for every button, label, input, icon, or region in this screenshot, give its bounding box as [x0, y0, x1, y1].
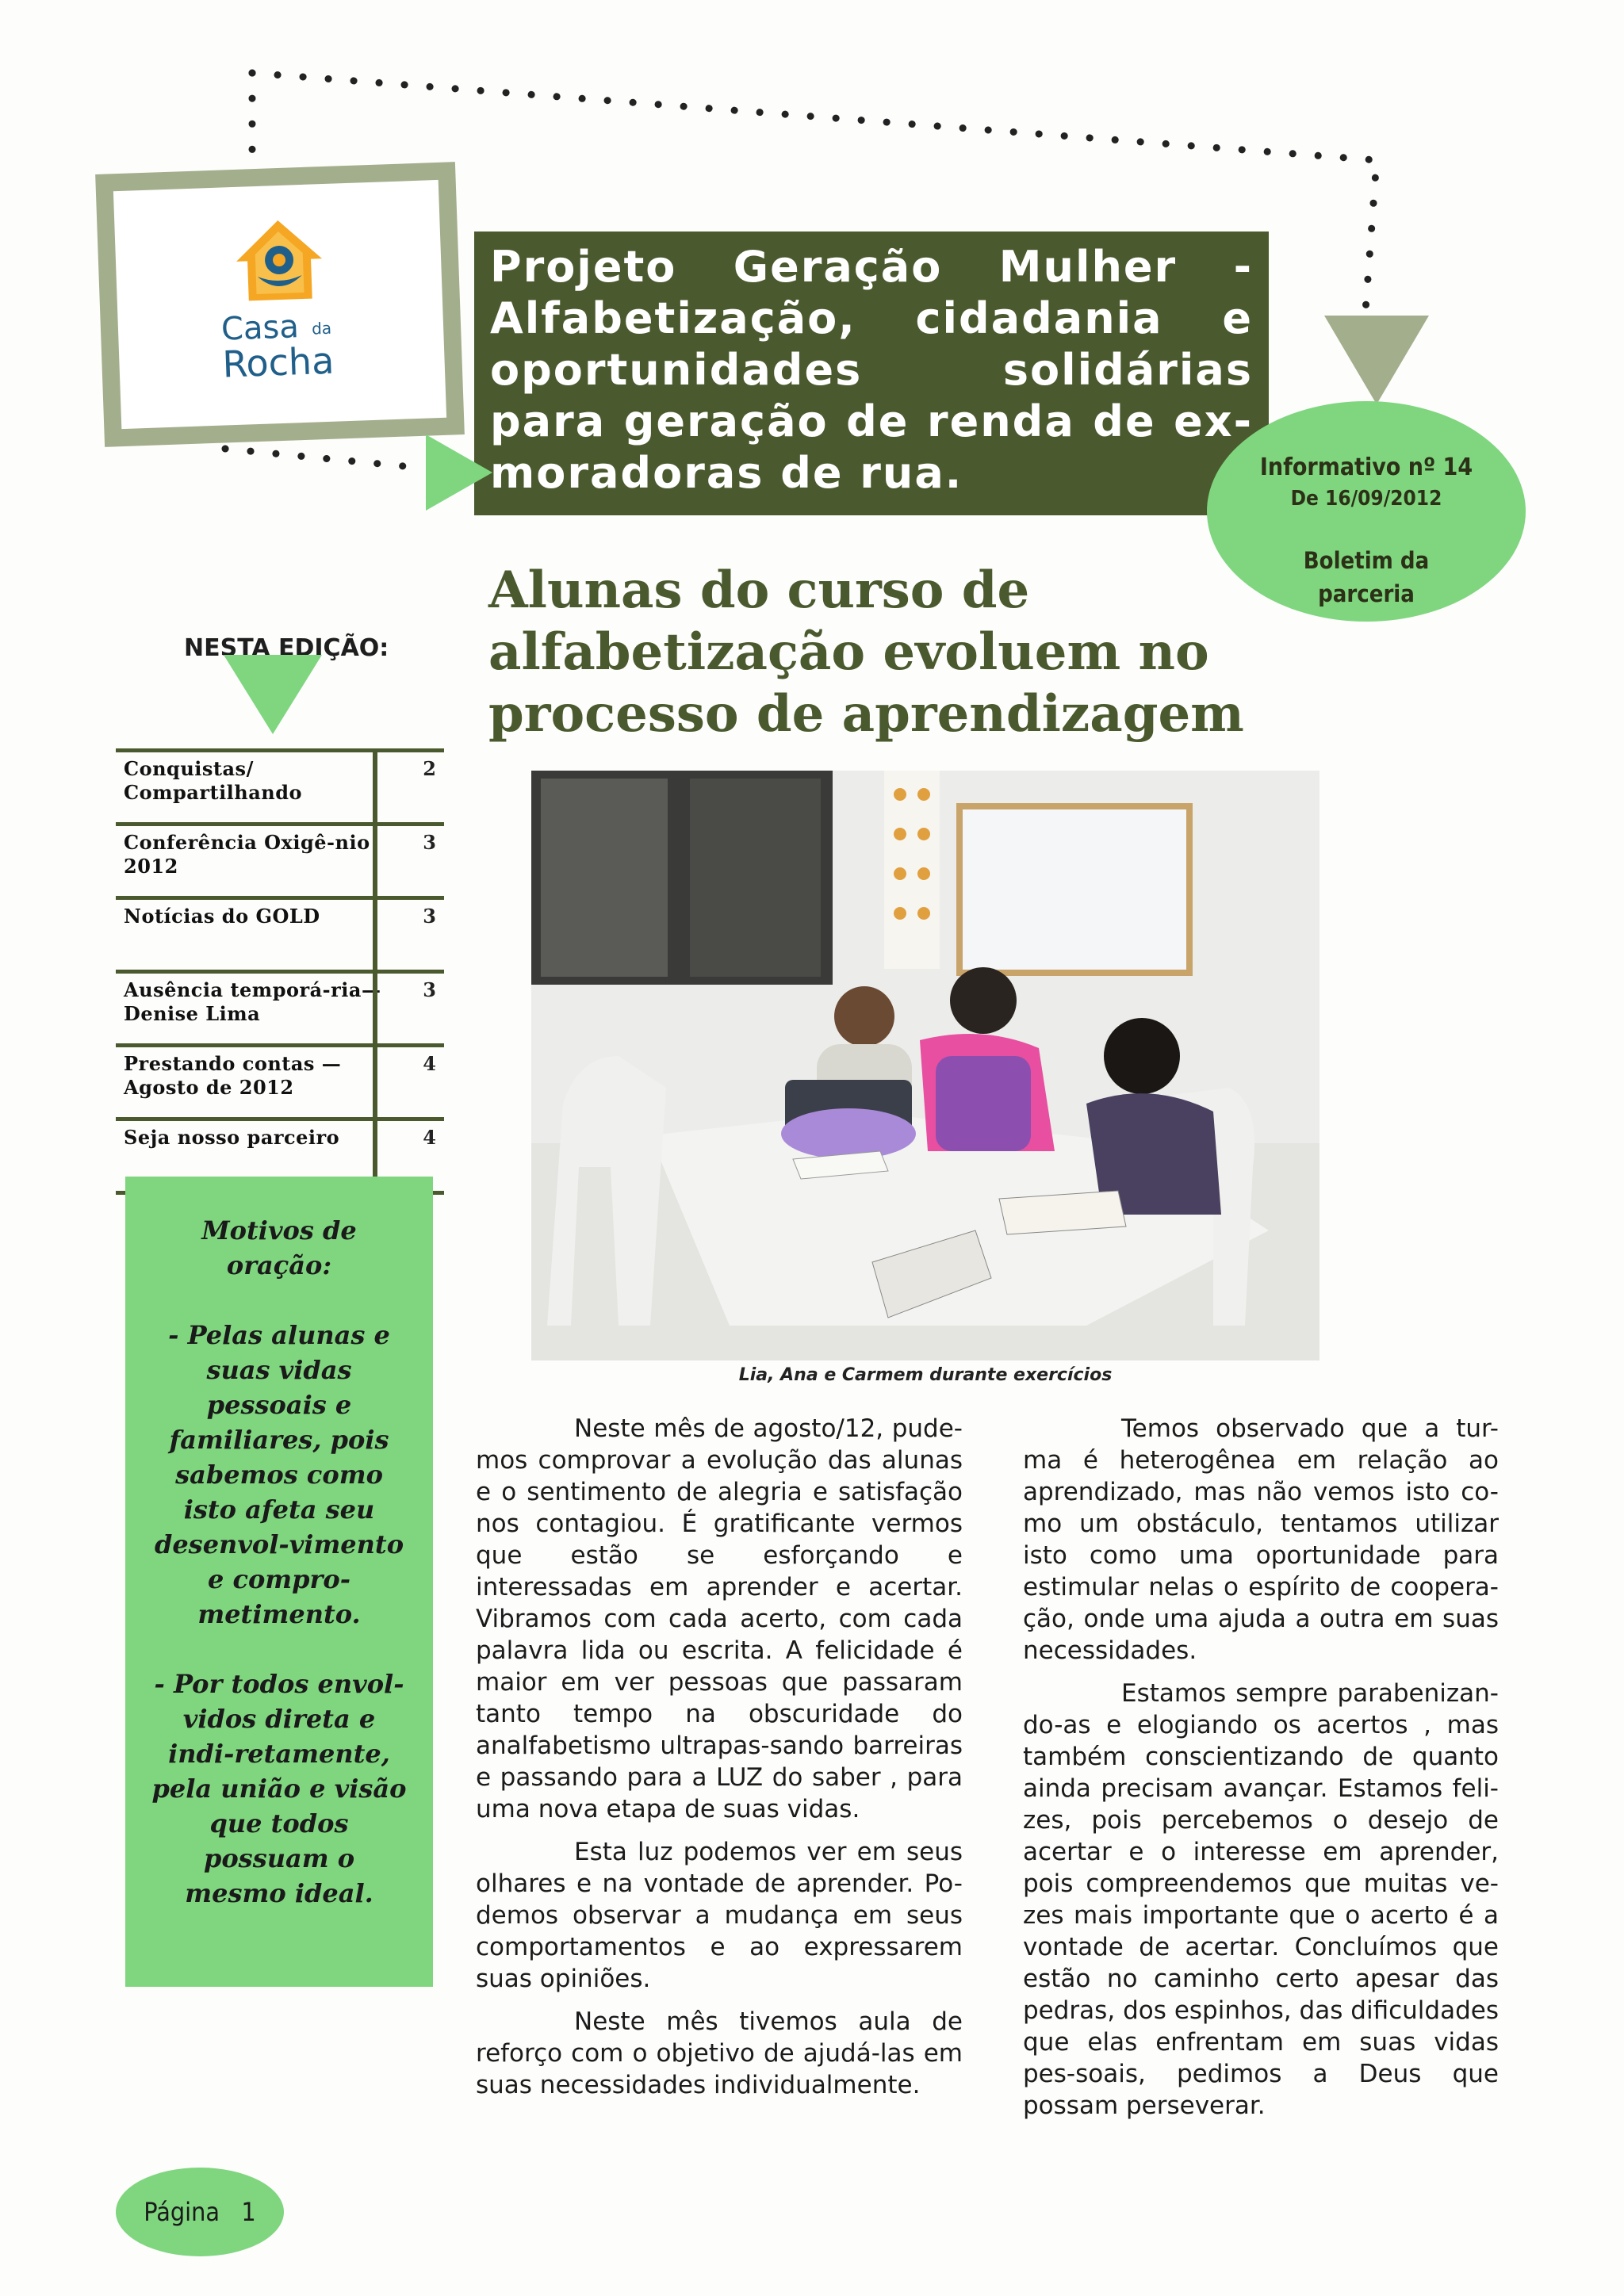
page-number: Página 1 [116, 2168, 284, 2256]
toc-item-label: Notícias do GOLD [124, 905, 320, 928]
toc-item[interactable] [116, 970, 444, 1043]
toc-heading: NESTA EDIÇÃO: [184, 634, 389, 662]
toc-item-page: 3 [423, 831, 436, 854]
logo-word-da: da [311, 318, 332, 339]
toc-item-page: 3 [423, 978, 436, 1001]
toc-item-label: Ausência temporá-ria—Denise Lima [124, 978, 381, 1025]
prayer-box [125, 1177, 433, 1987]
article-photo [531, 771, 1320, 1360]
toc-divider [373, 826, 377, 900]
toc-item[interactable] [116, 822, 444, 896]
article-paragraph: Neste mês tivemos aula de reforço com o objetivo de ajudá-las em suas necessidades individualmente. [476, 2007, 963, 2099]
issue-number: Informativo nº 14 [1259, 453, 1473, 481]
toc-item[interactable] [116, 1043, 444, 1117]
article-paragraph: Neste mês de agosto/12, pude-mos comprovar a evolução das alunas e o sentimento de alegria e satisfação nos contagiou. É gratificante vermos que estão se esforçando e interessadas em aprender e acertar. Vibramos com cada acerto, com cada palavra lida ou escrita. A felicidade é maior em ver pessoas que passaram tanto tempo na obscuridade do analfabetismo ultrapas-sando barreiras e passando para a LUZ do saber , para uma nova etapa de suas vidas. [476, 1414, 963, 1823]
toc-item-label: Seja nosso parceiro [124, 1126, 340, 1149]
project-title: Projeto Geração Mulher - Alfabetização, cidadania e oportunidades solidárias para geração de renda de ex-moradoras de rua. [474, 232, 1269, 515]
toc-item-label: Conferência Oxigê-nio 2012 [124, 831, 370, 878]
prayer-item: - Pelas alunas e suas vidas pessoais e familiares, pois sabemos como isto afeta seu desenvol-vimento e compro-metimento. [154, 1320, 404, 1629]
toc-item-label: Conquistas/ Compartilhando [124, 757, 303, 804]
article-headline: Alunas do curso de alfabetização evoluem no processo de aprendizagem [488, 561, 1244, 744]
photo-caption: Lia, Ana e Carmem durante exercícios [738, 1365, 1113, 1385]
toc-divider [373, 1047, 377, 1121]
article-column-left [476, 1413, 963, 2112]
logo-word-rocha: Rocha [221, 339, 335, 386]
prayer-title: Motivos de oração: [201, 1215, 357, 1280]
logo-frame [95, 162, 465, 447]
issue-subtitle-text: Boletim da parceria [1303, 547, 1430, 607]
toc-item-page: 4 [423, 1052, 436, 1075]
logo-word-casa: Casa [220, 308, 300, 348]
toc-item-page: 2 [423, 757, 436, 780]
triangle-right-icon [426, 434, 492, 511]
casa-da-rocha-logo [113, 180, 446, 429]
toc-divider [373, 974, 377, 1047]
toc-divider [373, 752, 377, 826]
triangle-down-icon [224, 655, 322, 734]
article-column-right [1023, 1413, 1499, 2133]
toc-item-page: 3 [423, 905, 436, 928]
article-paragraph: Temos observado que a tur-ma é heterogênea em relação ao aprendizado, mas não vemos isto co-mo um obstáculo, tentamos utilizar isto como uma oportunidade para estimular nelas o espírito de coopera-ção, onde uma ajuda a outra em suas necessidades. [1023, 1414, 1499, 1665]
toc-item[interactable] [116, 748, 444, 822]
article-paragraph: Estamos sempre parabenizan-do-as e elogiando os acertos , mas também conscientizando de quanto ainda precisam avançar. Estamos feli-zes, pois percebemos o desejo de acertar e o interesse em aprender, pois compreendemos que muitas ve-zes mais importante que o acerto é a vontade de acertar. Concluímos que estão no caminho certo apesar das pedras, dos espinhos, das dificuldades que elas enfrentam em suas vidas pes-soais, pedimos a Deus que possam perseverar. [1023, 1679, 1499, 2120]
toc-divider [373, 900, 377, 974]
table-of-contents [116, 748, 444, 1195]
article-paragraph: Esta luz podemos ver em seus olhares e na vontade de aprender. Po-demos observar a mudança em seus comportamentos e ao expressarem suas opiniões. [476, 1838, 963, 1993]
toc-item[interactable] [116, 896, 444, 970]
issue-date: De 16/09/2012 [1290, 487, 1442, 511]
triangle-down-icon [1324, 316, 1429, 404]
toc-item-page: 4 [423, 1126, 436, 1149]
prayer-item: - Por todos envol-vidos direta e indi-retamente, pela união e visão que todos possuam o mesmo ideal. [151, 1669, 407, 1908]
toc-item-label: Prestando contas — Agosto de 2012 [124, 1052, 342, 1099]
